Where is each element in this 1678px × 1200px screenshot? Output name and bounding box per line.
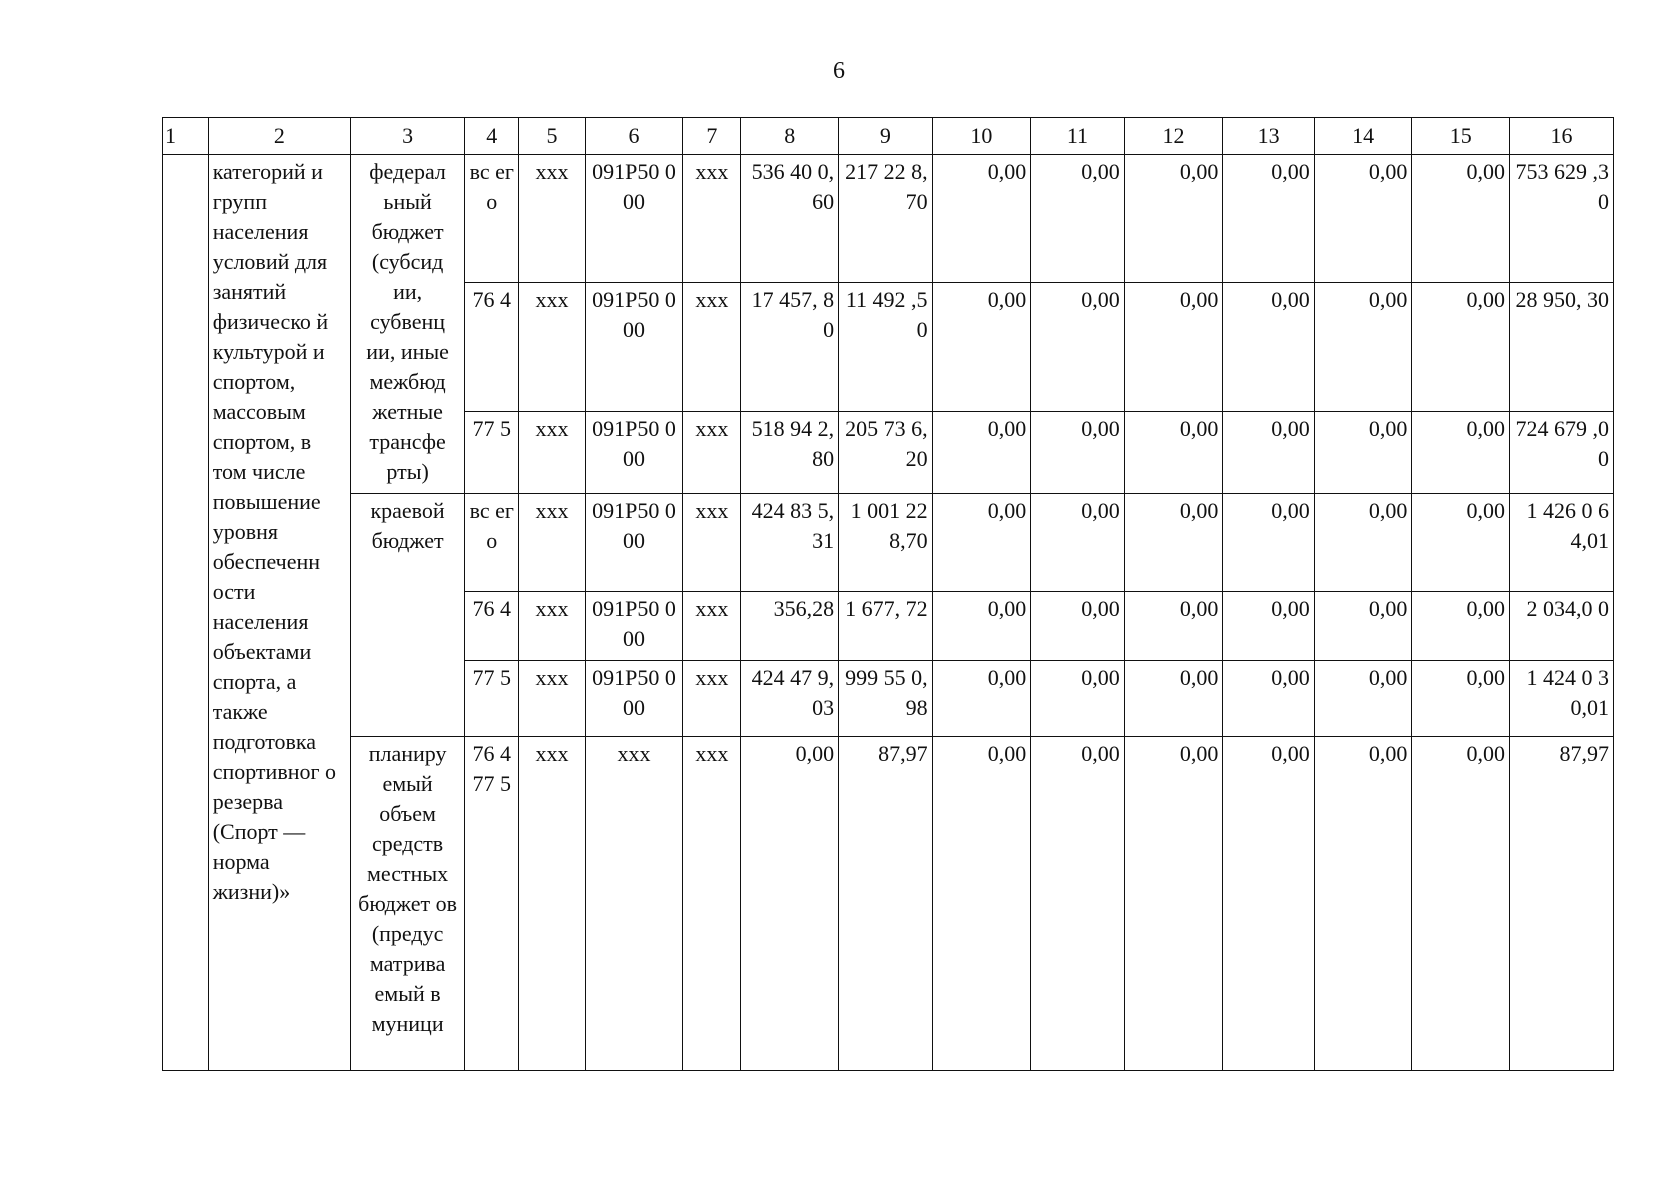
cell-col-7: xxx <box>683 592 741 661</box>
cell-col-10: 0,00 <box>932 737 1031 1071</box>
cell-col-7: xxx <box>683 283 741 412</box>
column-header: 9 <box>839 118 932 155</box>
cell-col-4: 77 5 <box>465 661 519 737</box>
cell-col-10: 0,00 <box>932 494 1031 592</box>
cell-col-12: 0,00 <box>1124 494 1223 592</box>
cell-col-8: 424 83 5,31 <box>741 494 839 592</box>
cell-col-5: xxx <box>519 494 585 592</box>
cell-col-13: 0,00 <box>1223 592 1314 661</box>
column-header: 12 <box>1124 118 1223 155</box>
cell-col-6: 091P50 000 <box>585 661 683 737</box>
cell-col-16: 87,97 <box>1510 737 1614 1071</box>
column-header: 15 <box>1412 118 1510 155</box>
column-header: 16 <box>1510 118 1614 155</box>
cell-col-15: 0,00 <box>1412 592 1510 661</box>
cell-col-14: 0,00 <box>1314 412 1412 494</box>
cell-col-12: 0,00 <box>1124 592 1223 661</box>
cell-col-11: 0,00 <box>1031 661 1124 737</box>
cell-col-15: 0,00 <box>1412 283 1510 412</box>
cell-col-14: 0,00 <box>1314 737 1412 1071</box>
cell-col-11: 0,00 <box>1031 737 1124 1071</box>
cell-col-5: xxx <box>519 737 585 1071</box>
cell-col-16: 28 950, 30 <box>1510 283 1614 412</box>
cell-col-15: 0,00 <box>1412 661 1510 737</box>
column-header: 1 <box>163 118 209 155</box>
cell-col-15: 0,00 <box>1412 737 1510 1071</box>
table-row <box>163 494 1614 592</box>
cell-col-13: 0,00 <box>1223 155 1314 283</box>
cell-col-7: xxx <box>683 661 741 737</box>
cell-col-8: 536 40 0,60 <box>741 155 839 283</box>
cell-col-10: 0,00 <box>932 412 1031 494</box>
column-header: 6 <box>585 118 683 155</box>
source-regional: краевой бюджет <box>350 494 464 737</box>
cell-col-16: 724 679 ,00 <box>1510 412 1614 494</box>
cell-col-7: xxx <box>683 494 741 592</box>
column-header: 10 <box>932 118 1031 155</box>
cell-col-5: xxx <box>519 283 585 412</box>
cell-col-7: xxx <box>683 412 741 494</box>
page-number: 6 <box>833 58 845 84</box>
cell-col-4: 76 4 77 5 <box>465 737 519 1071</box>
cell-col-8: 356,28 <box>741 592 839 661</box>
table-row <box>163 155 1614 283</box>
cell-col-13: 0,00 <box>1223 737 1314 1071</box>
table-header-row <box>163 118 1614 155</box>
cell-col-9: 11 492 ,50 <box>839 283 932 412</box>
cell-col-14: 0,00 <box>1314 494 1412 592</box>
cell-col-15: 0,00 <box>1412 494 1510 592</box>
cell-col-8: 424 47 9,03 <box>741 661 839 737</box>
cell-col-12: 0,00 <box>1124 412 1223 494</box>
cell-col-14: 0,00 <box>1314 155 1412 283</box>
cell-col-7: xxx <box>683 155 741 283</box>
cell-col-10: 0,00 <box>932 155 1031 283</box>
cell-col-5: xxx <box>519 412 585 494</box>
cell-col-12: 0,00 <box>1124 155 1223 283</box>
cell-col-11: 0,00 <box>1031 592 1124 661</box>
cell-col-13: 0,00 <box>1223 412 1314 494</box>
cell-col-9: 999 55 0,98 <box>839 661 932 737</box>
cell-col-9: 217 22 8,70 <box>839 155 932 283</box>
cell-col-6: xxx <box>585 737 683 1071</box>
cell-col-9: 205 73 6,20 <box>839 412 932 494</box>
cell-col-5: xxx <box>519 661 585 737</box>
cell-col-10: 0,00 <box>932 661 1031 737</box>
cell-col-6: 091P50 000 <box>585 155 683 283</box>
cell-col-4: 76 4 <box>465 592 519 661</box>
cell-col-13: 0,00 <box>1223 494 1314 592</box>
cell-col-5: xxx <box>519 155 585 283</box>
cell-col-16: 2 034,0 0 <box>1510 592 1614 661</box>
cell-col-6: 091P50 000 <box>585 592 683 661</box>
cell-col-16: 753 629 ,30 <box>1510 155 1614 283</box>
cell-col-11: 0,00 <box>1031 283 1124 412</box>
column-header: 4 <box>465 118 519 155</box>
cell-col-11: 0,00 <box>1031 155 1124 283</box>
cell-col-4: вс ег о <box>465 494 519 592</box>
cell-col-4: 76 4 <box>465 283 519 412</box>
cell-col-16: 1 426 0 64,01 <box>1510 494 1614 592</box>
cell-col-8: 518 94 2,80 <box>741 412 839 494</box>
cell-col-10: 0,00 <box>932 283 1031 412</box>
column-header: 14 <box>1314 118 1412 155</box>
column-header: 11 <box>1031 118 1124 155</box>
column-header: 13 <box>1223 118 1314 155</box>
table-row <box>163 737 1614 1071</box>
cell-col-1 <box>163 155 209 1071</box>
cell-col-11: 0,00 <box>1031 494 1124 592</box>
cell-col-4: 77 5 <box>465 412 519 494</box>
cell-col-14: 0,00 <box>1314 661 1412 737</box>
cell-col-6: 091P50 000 <box>585 283 683 412</box>
cell-col-16: 1 424 0 30,01 <box>1510 661 1614 737</box>
column-header: 3 <box>350 118 464 155</box>
cell-col-12: 0,00 <box>1124 283 1223 412</box>
cell-col-6: 091P50 000 <box>585 494 683 592</box>
column-header: 8 <box>741 118 839 155</box>
cell-col-12: 0,00 <box>1124 661 1223 737</box>
source-federal: федерал ьный бюджет (субсид ии, субвенц ии, иные межбюд жетные трансфе рты) <box>350 155 464 494</box>
cell-col-9: 87,97 <box>839 737 932 1071</box>
cell-col-14: 0,00 <box>1314 592 1412 661</box>
cell-col-14: 0,00 <box>1314 283 1412 412</box>
cell-col-12: 0,00 <box>1124 737 1223 1071</box>
column-header: 5 <box>519 118 585 155</box>
budget-table <box>162 117 1614 1071</box>
cell-col-4: вс ег о <box>465 155 519 283</box>
cell-col-6: 091P50 000 <box>585 412 683 494</box>
cell-col-15: 0,00 <box>1412 412 1510 494</box>
cell-col-8: 17 457, 80 <box>741 283 839 412</box>
cell-col-7: xxx <box>683 737 741 1071</box>
cell-col-9: 1 677, 72 <box>839 592 932 661</box>
cell-col-5: xxx <box>519 592 585 661</box>
column-header: 2 <box>208 118 350 155</box>
row-description: категорий и групп населения условий для занятий физическо й культурой и спортом, массовым спортом, в том числе повышение уровня обеспеченн ости населения объектами спорта, а также подготовка спортивног о резерва (Спорт — норма жизни)» <box>208 155 350 1071</box>
cell-col-9: 1 001 228,70 <box>839 494 932 592</box>
cell-col-8: 0,00 <box>741 737 839 1071</box>
cell-col-15: 0,00 <box>1412 155 1510 283</box>
cell-col-10: 0,00 <box>932 592 1031 661</box>
cell-col-13: 0,00 <box>1223 661 1314 737</box>
cell-col-13: 0,00 <box>1223 283 1314 412</box>
column-header: 7 <box>683 118 741 155</box>
cell-col-11: 0,00 <box>1031 412 1124 494</box>
source-local: планиру емый объем средств местных бюджет ов (предус матрива емый в муници <box>350 737 464 1071</box>
